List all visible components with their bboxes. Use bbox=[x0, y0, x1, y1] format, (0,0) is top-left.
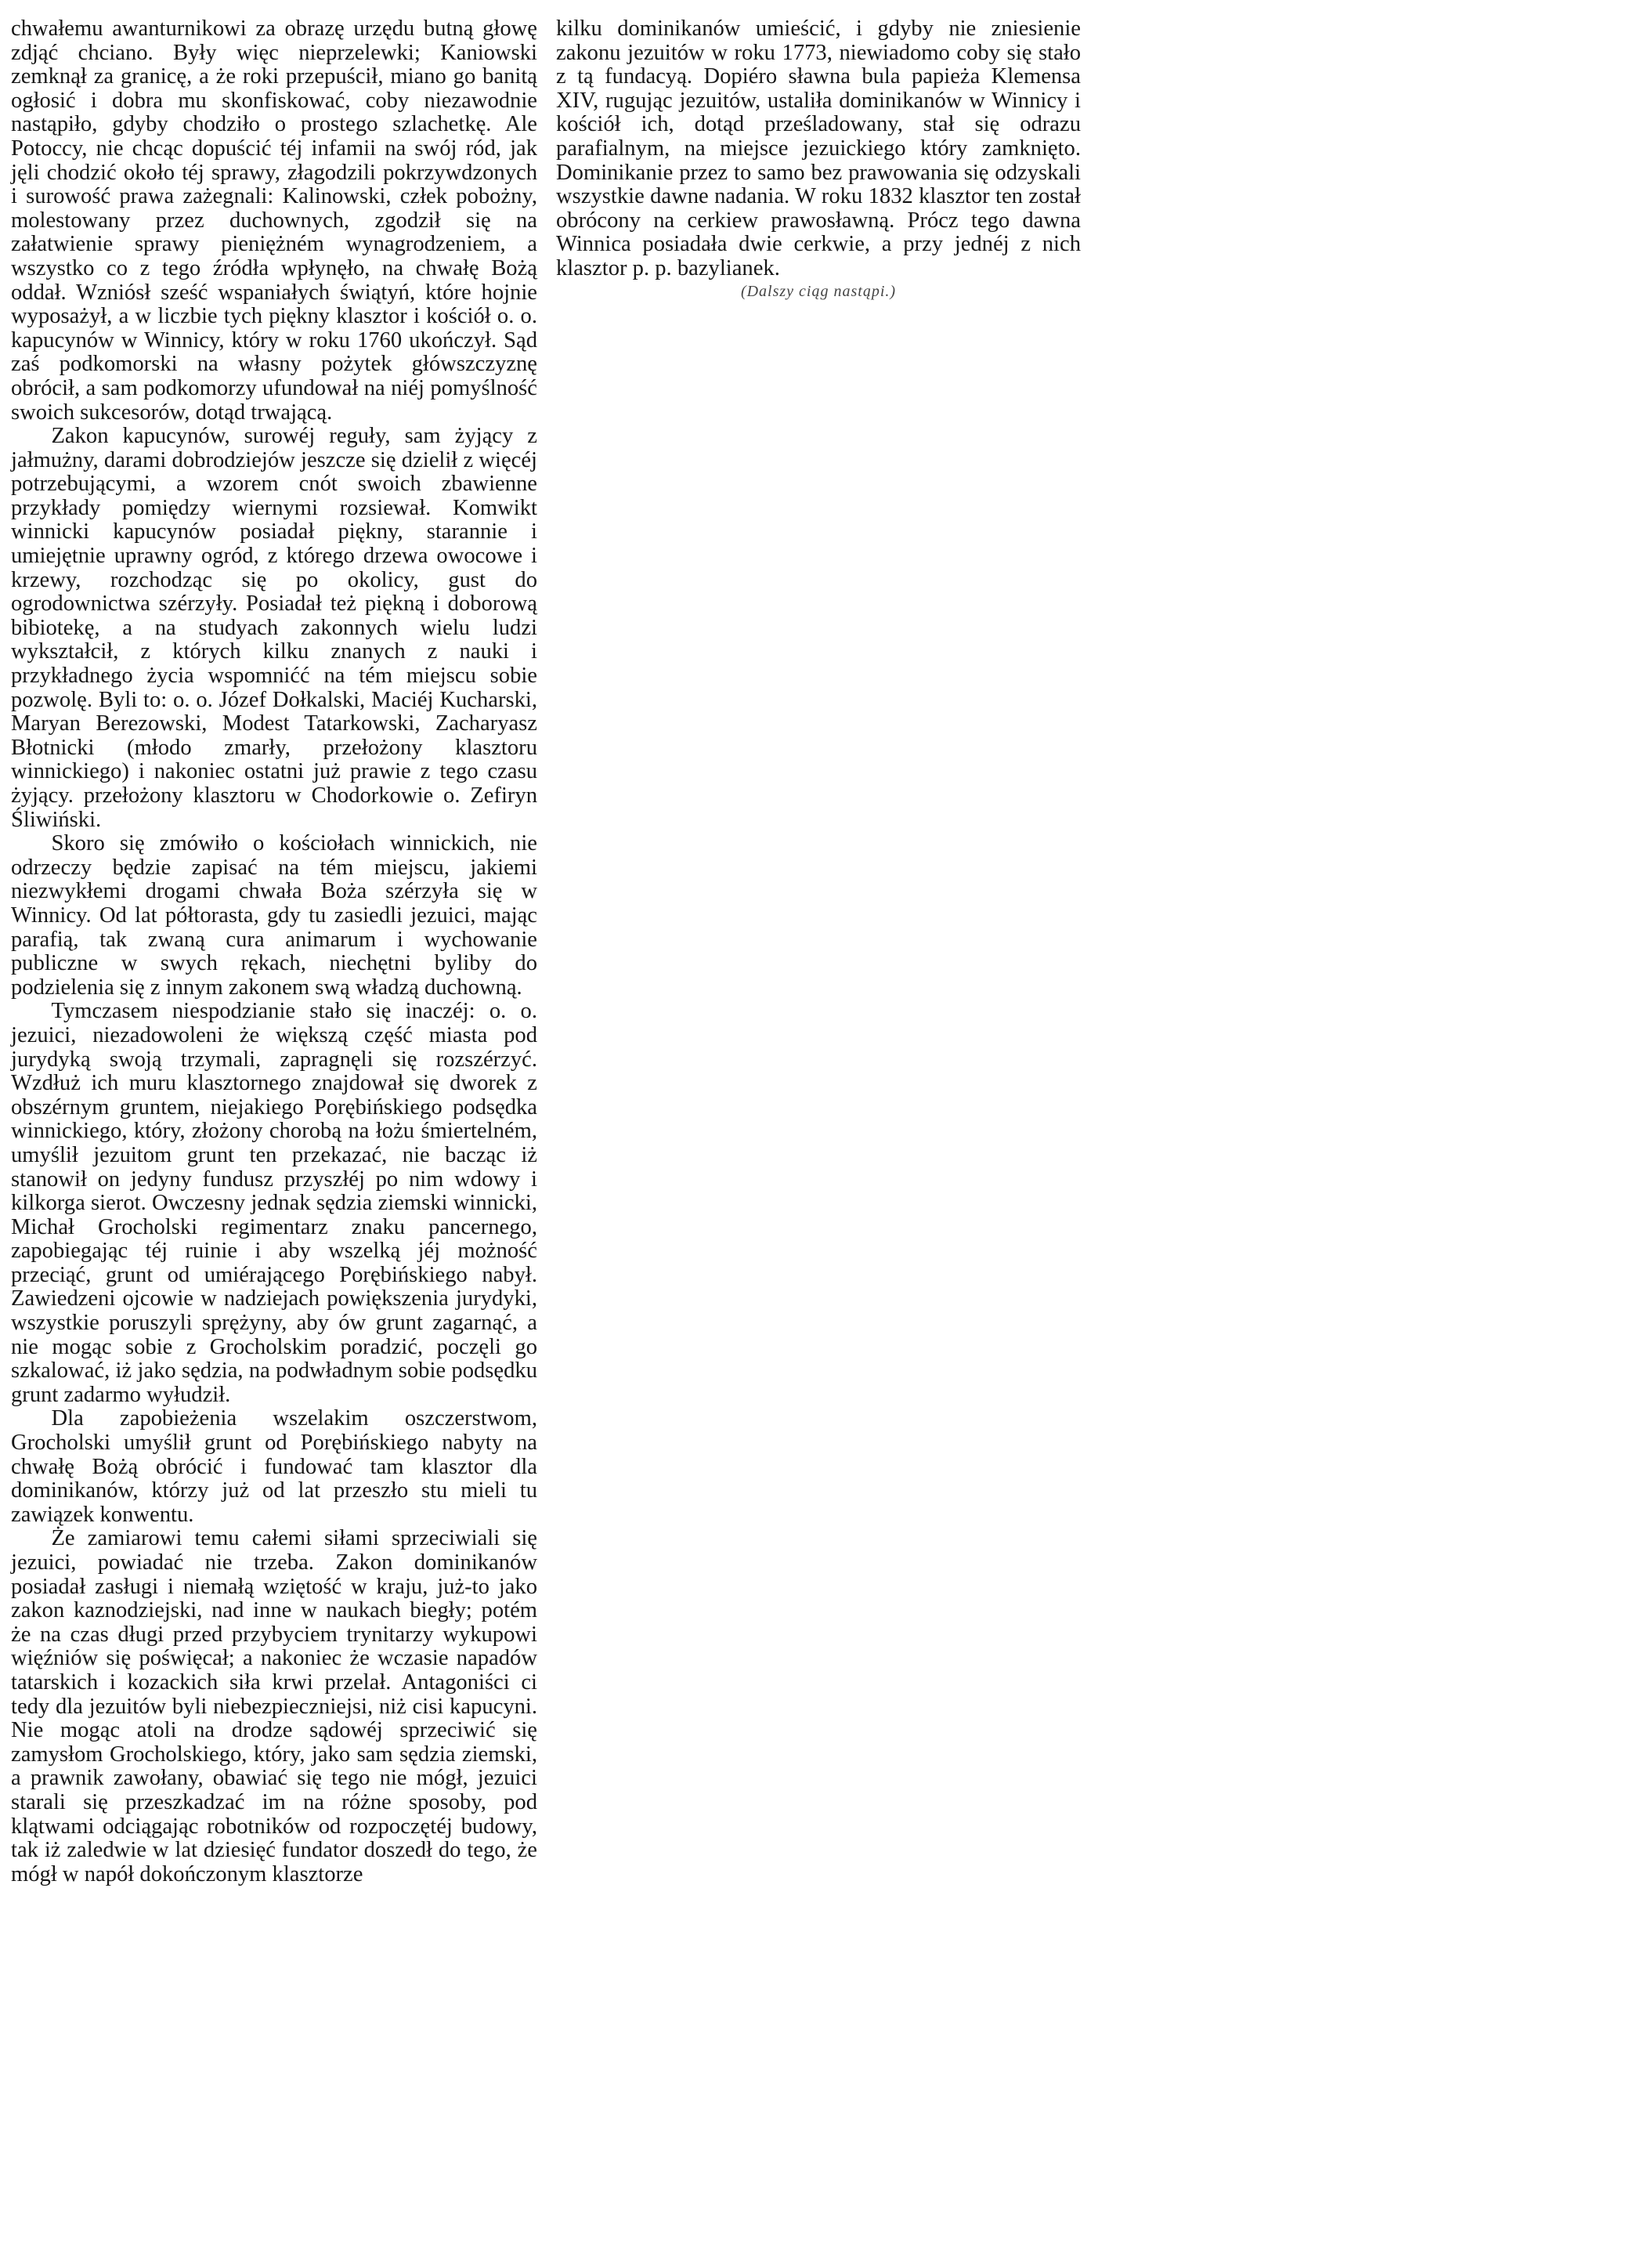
left-column bbox=[11, 17, 537, 1886]
paragraph: kilku dominikanów umieścić, i gdyby nie zniesienie zakonu jezuitów w roku 1773, niewiadomo coby się stało z tą fundacyą. Dopiéro sławna bula papieża Klemensa XIV, rugując jezuitów, ustaliła dominikanów w Winnicy i kościół ich, dotąd prześladowany, stał się odrazu parafialnym, na miejsce jezuickiego który zamknięto. Dominikanie przez to samo bez prawowania się odzyskali wszystkie dawne nadania. W roku 1832 klasztor ten został obrócony na cerkiew prawosławną. Prócz tego dawna Winnica posiadała dwie cerkwie, a przy jednéj z nich klasztor p. p. bazylianek. bbox=[556, 16, 1081, 280]
paragraph: Zakon kapucynów, surowéj reguły, sam żyjący z jałmużny, darami dobrodziejów jeszcze się dzielił z więcéj potrzebującymi, a wzorem cnót swoich zbawienne przykłady pomiędzy wiernymi rozsiewał. Komwikt winnicki kapucynów posiadał piękny, starannie i umiejętnie uprawny ogród, z którego drzewa owocowe i krzewy, rozchodząc się po okolicy, gust do ogrodownictwa szérzyły. Posiadał też piękną i doborową bibiotekę, a na studyach zakonnych wielu ludzi wykształcił, z których kilku znanych z nauki i przykładnego życia wspomnićć na tém miejscu sobie pozwolę. Byli to: o. o. Józef Dołkalski, Maciéj Kucharski, Maryan Berezowski, Modest Tatarkowski, Zacharyasz Błotnicki (młodo zmarły, przełożony klasztoru winnickiego) i nakoniec ostatni już prawie z tego czasu żyjący. przełożony klasztoru w Chodorkowie o. Zefiryn Śliwiński. bbox=[11, 424, 537, 832]
paragraph: Skoro się zmówiło o kościołach winnickich, nie odrzeczy będzie zapisać na tém miejscu, jakiemi niezwykłemi drogami chwała Boża szérzyła się w Winnicy. Od lat półtorasta, gdy tu zasiedli jezuici, mając parafią, tak zwaną cura animarum i wychowanie publiczne w swych rękach, niechętni byliby do podzielenia się z innym zakonem swą władzą duchowną. bbox=[11, 831, 537, 1000]
paragraph: Tymczasem niespodzianie stało się inaczéj: o. o. jezuici, niezadowoleni że większą część miasta pod jurydyką swoją trzymali, zapragnęli się rozszérzyć. Wzdłuż ich muru klasztornego znajdował się dworek z obszérnym gruntem, niejakiego Porębińskiego podsędka winnickiego, który, złożony chorobą na łożu śmiertelném, umyślił jezuitom grunt ten przekazać, nie bacząc iż stanowił on jedyny fundusz przyszłéj po nim wdowy i kilkorga sierot. Owczesny jednak sędzia ziemski winnicki, Michał Grocholski regimentarz znaku pancernego, zapobiegając téj ruinie i aby wszelką jéj możność przeciąć, grunt od umiérającego Porębińskiego nabył. Zawiedzeni ojcowie w nadziejach powiększenia jurydyki, wszystkie poruszyli sprężyny, aby ów grunt zagarnąć, a nie mogąc sobie z Grocholskim poradzić, poczęli go szkalować, iż jako sędzia, na podwładnym sobie podsędku grunt zadarmo wyłudził. bbox=[11, 999, 537, 1407]
paragraph: Że zamiarowi temu całemi siłami sprzeciwiali się jezuici, powiadać nie trzeba. Zakon dominikanów posiadał zasługi i niemałą wziętość w kraju, już-to jako zakon kaznodziejski, nad inne w naukach biegły; potém że na czas długi przed przybyciem trynitarzy wykupowi więźniów się poświęcał; a nakoniec że wczasie napadów tatarskich i kozackich siła krwi przelał. Antagoniści ci tedy dla jezuitów byli niebezpieczniejsi, niż cisi kapucyni. Nie mogąc atoli na drodze sądowéj sprzeciwić się zamysłom Grocholskiego, który, jako sam sędzia ziemski, a prawnik zawołany, obawiać się tego nie mógł, jezuici starali się przeszkadzać im na różne sposoby, pod klątwami odciągając robotników od rozpoczętéj budowy, tak iż zaledwie w lat dziesięć fundator doszedł do tego, że mógł w napół dokończonym klasztorze bbox=[11, 1526, 537, 1886]
paragraph: Dla zapobieżenia wszelakim oszczerstwom, Grocholski umyślił grunt od Porębińskiego nabyty na chwałę Bożą obrócić i fundować tam klasztor dla dominikanów, którzy już od lat przeszło stu mieli tu zawiązek konwentu. bbox=[11, 1406, 537, 1527]
paragraph: chwałemu awanturnikowi za obrazę urzędu butną głowę zdjąć chciano. Były więc nieprzelewki; Kaniowski zemknął za granicę, a że roki przepuścił, miano go banitą ogłosić i dobra mu skonfiskować, coby niezawodnie nastąpiło, gdyby chodziło o prostego szlachetkę. Ale Potoccy, nie chcąc dopuścić téj infamii na swój ród, jak jęli chodzić około téj sprawy, złagodzili pokrzywdzonych i surowość prawa zażegnali: Kalinowski, człek pobożny, molestowany przez duchownych, zgodził się na załatwienie sprawy pieniężném wynagrodzeniem, a wszystko co z tego źródła wpłynęło, na chwałę Bożą oddał. Wzniósł sześć wspaniałych świątyń, które hojnie wyposażył, a w liczbie tych piękny klasztor i kościół o. o. kapucynów w Winnicy, który w roku 1760 ukończył. Sąd zaś podkomorski na własny pożytek główszczyznę obrócił, a sam podkomorzy ufundował na niéj pomyślność swoich sukcesorów, dotąd trwającą. bbox=[11, 16, 537, 425]
continuation-note: (Dalszy ciąg nastąpi.) bbox=[740, 282, 897, 300]
right-column bbox=[556, 17, 1081, 302]
